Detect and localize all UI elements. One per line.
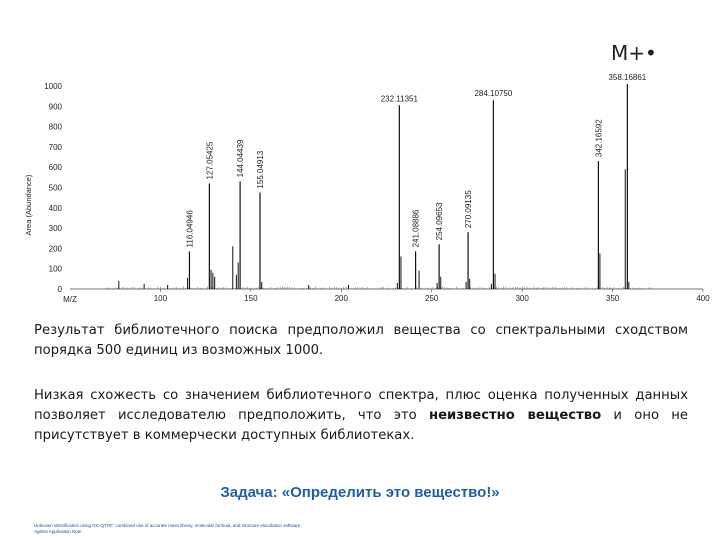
peak-label: 144.04439 (236, 139, 246, 178)
y-tick-label: 700 (48, 142, 62, 152)
result-paragraph: Результат библиотечного поиска предположил вещества со спектральными сходством порядка 500 единиц из возможных 1000. (34, 323, 688, 358)
unknown-substance-emphasis: неизвестно вещество (428, 408, 602, 423)
peak-label: 116.04946 (185, 210, 195, 248)
x-axis-ticks (154, 289, 710, 303)
peak-label: 284.10750 (474, 89, 513, 99)
peak-label: 270.09135 (464, 190, 474, 229)
task-heading: Задача: «Определить это вещество!» (220, 484, 500, 501)
peak-label: 241.08886 (411, 209, 421, 248)
x-tick-label: 400 (696, 294, 710, 303)
peak-labels (185, 73, 646, 247)
footnote-publisher: Agilent Application Note (34, 529, 82, 534)
x-tick-label: 300 (515, 294, 529, 303)
conclusion-text-end: и оно не присутствует в коммерчески доступных библиотеках. (34, 408, 689, 443)
y-tick-label: 900 (48, 102, 62, 112)
peak-label: 127.05425 (205, 141, 215, 180)
peak-label: 155.04913 (255, 150, 265, 189)
peak-label: 342.16592 (594, 119, 604, 158)
molecular-ion-annotation: M+• (611, 41, 657, 65)
y-tick-label: 300 (48, 224, 62, 234)
x-tick-label: 200 (334, 294, 348, 303)
y-tick-label: 1000 (44, 82, 62, 91)
footnote-source: Unknown identification using GC-QTOF: combined use of accurate mass library, molecular formula, and structure elucidation software (34, 523, 301, 528)
conclusion-paragraph (34, 386, 688, 446)
y-axis-label: Area (Abundance) (24, 174, 33, 236)
peak-label: 254.09653 (435, 202, 445, 241)
x-tick-label: 250 (425, 294, 439, 303)
x-tick-label: 100 (153, 294, 168, 303)
spectrum-peaks (106, 84, 651, 289)
y-tick-label: 0 (57, 285, 62, 294)
y-tick-label: 500 (48, 183, 62, 193)
peak-label: 232.11351 (380, 94, 418, 104)
x-tick-label: 350 (605, 294, 620, 303)
y-tick-label: 800 (48, 122, 62, 132)
peak-label: 358.16861 (608, 72, 647, 82)
y-tick-label: 400 (48, 203, 62, 213)
y-tick-label: 600 (48, 163, 62, 173)
x-tick-label: 150 (244, 294, 258, 303)
y-tick-label: 100 (48, 264, 62, 274)
x-axis-label: M/Z (63, 295, 77, 304)
y-tick-label: 200 (48, 244, 62, 254)
conclusion-text-start: Низкая схожесть со значением библиотечного спектра, плюс оценка полученных данных позволяет исследователю предположить, что это (34, 388, 688, 423)
y-axis-ticks (44, 82, 62, 294)
